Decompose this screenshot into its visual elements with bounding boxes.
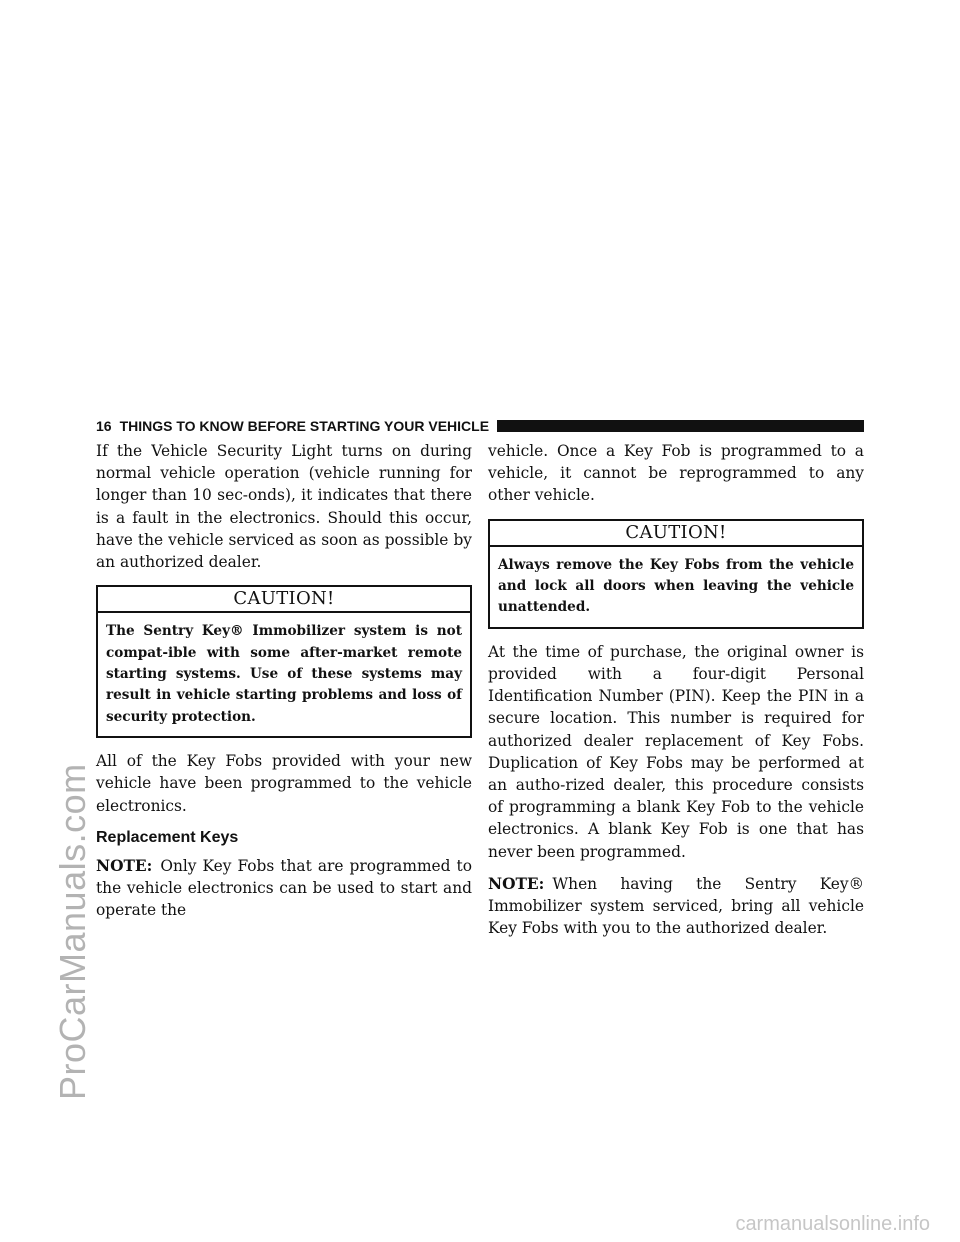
key-fobs-paragraph: All of the Key Fobs provided with your new vehicle have been programmed to the vehicle electronics. (96, 752, 472, 815)
section-heading-replacement-keys: Replacement Keys (96, 828, 239, 846)
header-title: THINGS TO KNOW BEFORE STARTING YOUR VEHICLE (119, 418, 490, 434)
footer-watermark: carmanualsonline.info (735, 1213, 930, 1235)
header-rule (497, 420, 864, 432)
caution-title: CAUTION! (490, 521, 862, 547)
page-header (96, 418, 864, 434)
side-watermark: ProCarManuals.com (52, 763, 93, 1100)
caution-text: Always remove the Key Fobs from the vehicle and lock all doors when leaving the vehicle unattended. (498, 556, 854, 616)
caution-box-immobilizer (96, 585, 472, 738)
caution-text: The Sentry Key® Immobilizer system is not compat-ible with some after-market remote starting systems. Use of these systems may result in vehicle starting problems and loss of security protection. (106, 623, 462, 725)
note-paragraph (488, 873, 864, 940)
security-light-paragraph: If the Vehicle Security Light turns on during normal vehicle operation (vehicle running for longer than 10 sec-onds), it indicates that there is a fault in the electronics. Should this occur, have the vehicle serviced as soon as possible by an authorized dealer. (96, 442, 472, 572)
header-page-number: 16 (96, 418, 112, 434)
right-column (488, 440, 864, 949)
caution-box-remove-fobs (488, 519, 864, 629)
caution-title: CAUTION! (98, 587, 470, 613)
note-text: Only Key Fobs that are programmed to the vehicle electronics can be used to start and operate the (96, 856, 472, 920)
note-label: NOTE: (96, 856, 153, 875)
left-column (96, 440, 472, 931)
pin-paragraph: At the time of purchase, the original owner is provided with a four-digit Personal Identification Number (PIN). Keep the PIN in a secure location. This number is required for authorized dealer replacement of Key Fobs. Duplication of Key Fobs may be performed at an autho-rized dealer, this procedure consists of programming a blank Key Fob to the vehicle electronics. A blank Key Fob is one that has never been programmed. (488, 642, 864, 861)
reprogram-paragraph: vehicle. Once a Key Fob is programmed to a vehicle, it cannot be reprogrammed to any other vehicle. (488, 442, 864, 505)
note-label: NOTE: (488, 874, 545, 893)
note-paragraph (96, 855, 472, 922)
note-text: When having the Sentry Key® Immobilizer system serviced, bring all vehicle Key Fobs with you to the authorized dealer. (488, 874, 864, 938)
